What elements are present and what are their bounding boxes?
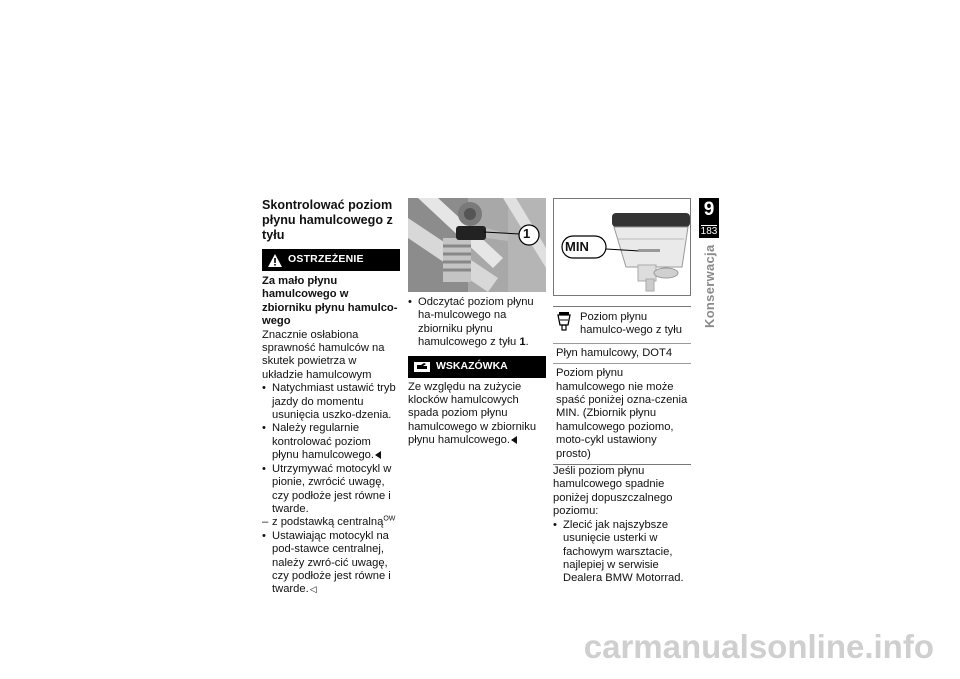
spec-box-title: Poziom płynu hamulco-wego z tyłu <box>580 311 682 337</box>
column-3 <box>553 198 691 586</box>
reservoir-icon <box>556 311 580 338</box>
warning-triangle-icon <box>268 254 282 267</box>
reservoir-photo <box>553 198 691 296</box>
dash-item: – z podstawką centralną$^{OW}$ <box>262 516 400 529</box>
list-item: • Utrzymywać motocykl w pionie, zwrócić uwagę, czy podłoże jest równe i twarde. <box>262 463 400 517</box>
warning-bullets <box>262 382 400 462</box>
column-2 <box>408 198 546 448</box>
warning-label: OSTRZEŻENIE <box>288 253 364 266</box>
end-triangle-icon <box>375 451 381 459</box>
tip-text: Ze względu na zużycie klocków hamulcowych spada poziom płynu hamulcowego w zbiorniku płynu hamulcowego. <box>408 380 537 447</box>
section-heading: Skontrolować poziom płynu hamulcowego z tyłu <box>262 198 393 242</box>
list-item: • Odczytać poziom płynu ha-mulcowego na zbiorniku płynu hamulcowego z tyłu 1. <box>408 296 546 350</box>
chapter-number: 9 <box>703 199 715 220</box>
option-superscript: OW <box>383 515 396 523</box>
tip-bar <box>408 356 546 378</box>
min-label: MIN <box>565 239 589 254</box>
after-text: Jeśli poziom płynu hamulcowego spadnie poniżej dopuszczalnego poziomu: <box>553 465 673 518</box>
reference-number: 1 <box>519 336 526 349</box>
spec-box-header <box>553 307 691 343</box>
read-level-list <box>408 296 546 350</box>
page-number: 183 <box>700 226 718 237</box>
service-list <box>553 519 691 586</box>
watermark: carmanualsonline.info <box>583 628 934 665</box>
chapter-title: Konserwacja <box>702 244 717 328</box>
column-1 <box>262 198 400 597</box>
end-triangle-icon <box>511 436 517 444</box>
spec-box <box>553 306 691 465</box>
motorcycle-photo <box>408 198 546 292</box>
list-item: • Należy regularnie kontrolować poziom płynu hamulcowego. <box>262 422 400 462</box>
spec-row-fluid: Płyn hamulcowy, DOT4 <box>553 343 691 363</box>
list-item: • Ustawiając motocykl na pod-stawce centralnej, należy zwró-cić uwagę, czy podłoże jest równe i twarde.◁ <box>262 530 400 597</box>
list-item: • Natychmiast ustawić tryb jazdy do momentu usunięcia uszko-dzenia. <box>262 382 400 422</box>
warning-bar <box>262 249 400 271</box>
spec-row-level: Poziom płynu hamulcowego nie może spaść poniżej ozna-czenia MIN. (Zbiornik płynu hamulcowego poziomo, moto-cykl ustawiony prosto) <box>553 363 691 464</box>
list-item: • Zlecić jak najszybsze usunięcie usterki w fachowym warsztacie, najlepiej w serwisie Dealera BMW Motorrad. <box>553 519 691 586</box>
warning-text: Znacznie osłabiona sprawność hamulców na skutek powietrza w układzie hamulcowym <box>262 328 385 381</box>
callout-number: 1 <box>523 226 531 241</box>
steps-list-2 <box>262 530 400 597</box>
end-triangle-outline-icon: ◁ <box>309 584 317 595</box>
steps-list <box>262 463 400 517</box>
tip-hand-icon <box>414 361 430 373</box>
motorcycle-frame-illustration <box>408 198 546 292</box>
warning-title: Za mało płynu hamulcowego w zbiorniku płynu hamulco-wego <box>262 275 398 328</box>
tip-label: WSKAZÓWKA <box>436 359 508 372</box>
